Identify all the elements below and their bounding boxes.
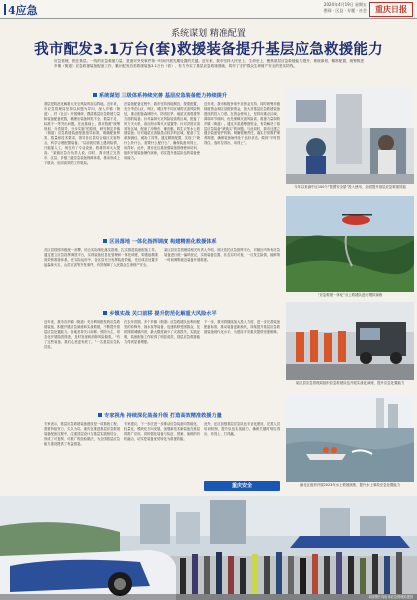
photo-caption: 今年以来渝中区100个“智慧安全屋”投入使用，全面提升基层应急救援效能 [294,185,406,189]
article-column: 在去年汛期，多个乡镇（街道）应急救援队伍利用配发的冲锋舟、抽水泵等装备，迅速转移受困群众，及时排除城镇内涝，最大限度减少了灾害损失。实践证明，装备配备工作取得了明显成效，基层应急救援能力得到显著增强。 [124,320,200,344]
article-column: 专家建议，下一步应进一步推动应急装备向智能化、轻量化、模块化方向发展，加强新技术新装备在基层的推广应用，同时强化装备与队伍、预案、演练的有机融合，切实把装备优势转化为救援效能。 [124,422,200,441]
article-column: 某区县应急管理局相关负责人介绍，该区依托应急指挥平台，对辖区内所有应急装备进行统一编码登记，实现装备位置、状态实时可查，一旦发生险情，能够第一时间调集就近装备开展救援。 [164,248,280,262]
article-column: 此外，还应加强基层应急队伍专业化建设，完善人员培训机制，提升队伍实战能力，确保关键时刻拉得出、冲得上、打得赢。 [204,422,280,436]
section-heading: 区县落地 一体化指挥调度 构建精准化救援体系 [40,238,280,246]
article-column: 专家表示，基层应急救援装备建设是一项系统工程，需要持续发力、久久为功。重庆在推进基层应急救援装备配备过程中，注重顶层设计与基层实践相结合，形成了可复制、可推广的经验做法，为全国基层应急能力建设提供了有益借鉴。 [44,422,120,446]
paper-logo: 重庆日报 [369,2,413,17]
page-number: 4应急 [4,2,38,18]
photo-byline: 本版图片均由市应急管理局提供 [0,594,417,600]
photo-water-rescue [286,394,414,482]
section-heading: 系统谋划 三级体系持续完善 基层应急装备能力持续提升 [40,92,280,100]
article-kicker: 系统谋划 精准配置 [171,29,246,39]
photo-event-crowd [0,496,417,600]
article-headline: 我市配发3.1万台(套)救援装备提升基层应急救援能力 [34,42,383,58]
article-column: 下一步，我市将继续加大投入力度，进一步完善装备配备标准，推动装备更新换代，持续提升基层应急救援装备现代化水平，为建设平安重庆提供坚强保障。 [204,320,280,334]
article-column: 近年来，我市各乡镇（街道）充分利用配发的应急救援装备，积极开展应急演练和实战救援，不断提升基层应急处置能力。各地坚持关口前移、预防为主，常态化开展隐患排查，及时发现和消除风险隐患。“有了这些装备，我们心里更有底了。”一名基层应急队员说。 [44,320,120,349]
photo-helicopter-forest [286,196,414,292]
photo-caption: “应急救援一体化”点上救援队进行模拟演练 [317,293,383,297]
photo-safety-house [286,88,414,184]
photo-caption: 渝北区组织开展2023年水上救援演练，提升水上事故应急处置能力 [299,483,401,487]
photo-rescue-drill [286,302,414,380]
photo-caption: 某区县应急管理局组织应急救援队伍开展实战化演练，提升应急处置能力 [295,381,405,385]
article-column: 近年来，我市积极争取中央资金支持，同时统筹市级财政资金和区县配套资金，加大对基层应急救援装备建设的投入力度。在资金使用上，坚持向重点区域、薄弱环节倾斜，优先保障灾害风险高、救援力量弱的乡镇（街道）。通过多渠道筹措资金，有效解决了基层应急装备“缺钱买”的问题。与此同时，我市还建立健全装备管护机制，明确管理责任，落实日常维护保养制度，确保装备始终处于良好状态，做到“平时管得住、战时拉得出、用得上”。 [204,102,280,146]
issue-date: 2024年4月19日 星期五 [323,2,367,7]
article-column: 各区县按照市级统一部署，结合实际细化落实措施，扎实推进装备配备工作。通过建立应急指挥调度平台，实现装备信息化管理和一体化调度，构建起精准高效的救援体系。在实际运用中，各区县充分发挥装备效能，先后成功处置多起森林火灾、山洪灾害等突发事件，有效保障了人民群众生命财产安全。 [44,248,158,267]
section-heading: 专家视角 持续深化装备升级 打造高效精准救援力量 [40,412,280,420]
article-column: 在装备配备过程中，我市坚持因地制宜、按需配置，充分考虑山区、库区、城区等不同区域的灾害风险特征，重点配备森林防火、防汛抗旱、地质灾害救援等方面的装备。针对森林火灾风险较高的区域，配备了风力灭火机、高压细水雾灭火装置等；针对洪涝灾害易发区域，配备了冲锋舟、橡皮艇、救生衣等水上救援装备；针对地质灾害隐患点较多的区域，配备了生命探测仪、破拆工具等。通过精准配置，实现了“缺什么补什么、需要什么配什么”，确保装备用得上、用得好。此外，我市还注重加强装备管理使用培训，组织开展装备操作演练，切实提升基层队伍的装备使用能力。 [124,102,200,160]
article-lede: 应急管理，根在基层。一线的应急救援力量，是面对突发事件第一时间开展先期处置的关键。近年来，我市坚持人民至上、生命至上，聚焦基层应急救援能力提升，系统谋划、精准配置，统筹推进乡镇（街道）应急救援装备配备工作，累计配发各类救援装备3.1万台（套），有力夯实了基层应急救援基础，筑牢了守护群众生命财产安全的坚实防线。 [54,59,364,68]
special-badge: 重庆安全 [204,481,280,491]
article-column: 基层是防范化解重大安全风险的前沿阵地。近年来，市应急管理局坚持以问题为导向，深入乡镇（街道）、村（社区）开展调研，摸清基层应急救援力量和装备配备底数，梳理出装备种类不全、数量不足、标准不一等突出问题。在此基础上，我市按照“统筹规划、分类指导、分步实施”的原则，研究制定乡镇（街道）应急救援装备配备指导标准，明确配备种类、数量和技术要求，指导各区县结合辖区灾害特点，科学合理配置装备。“以前我们镇上遇到险情，只能靠人工，现在有了专业设备，救援效率大大提高。”某镇应急办负责人说。同时，我市建立完善市、区县、乡镇三级应急装备保障体系，推动形成上下联动、协同高效的工作格局。 [44,102,120,165]
section-nav: 要闻 · 区县 · 专题 · 社会 [323,8,367,13]
section-heading: 乡镇实战 关口前移 提升防范化解重大风险水平 [40,310,280,318]
page-header [0,0,417,19]
